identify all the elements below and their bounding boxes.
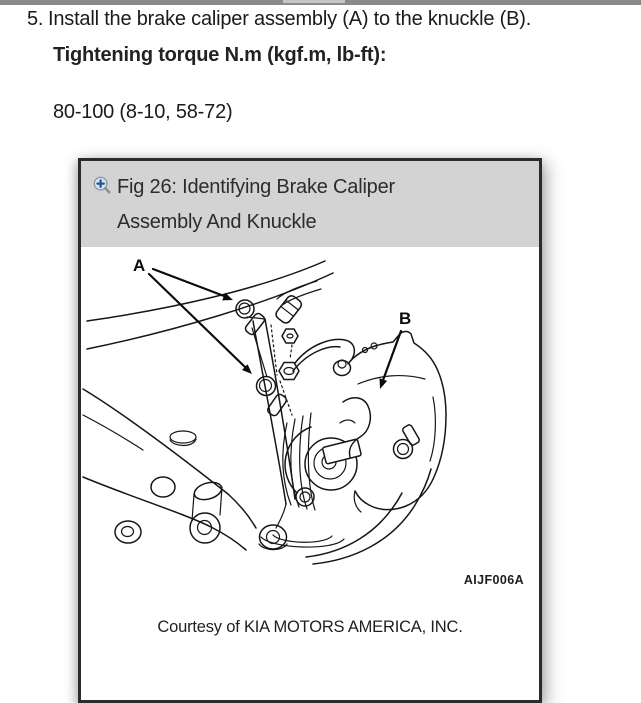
figure-code: AIJF006A — [463, 573, 524, 587]
step-number: 5. — [27, 8, 44, 30]
callout-label-a: A — [133, 256, 146, 275]
courtesy-line: Courtesy of KIA MOTORS AMERICA, INC. — [157, 618, 463, 636]
figure-header — [81, 161, 539, 247]
step-text: Install the brake caliper assembly (A) to the knuckle (B). — [48, 8, 532, 30]
figure-title: Fig 26: Identifying Brake Caliper Assembly And Knuckle — [117, 176, 395, 233]
brake-caliper-drawing — [81, 247, 539, 592]
step-instruction — [27, 8, 531, 31]
callout-label-b: B — [399, 309, 412, 328]
top-scrollbar[interactable] — [0, 0, 641, 5]
zoom-in-icon[interactable] — [93, 176, 111, 194]
scrollbar-thumb[interactable] — [283, 0, 345, 3]
torque-label: Tightening torque N.m (kgf.m, lb-ft): — [53, 44, 387, 66]
torque-value: 80-100 (8-10, 58-72) — [53, 101, 233, 123]
figure-panel — [78, 158, 542, 703]
figure-body — [81, 247, 539, 637]
